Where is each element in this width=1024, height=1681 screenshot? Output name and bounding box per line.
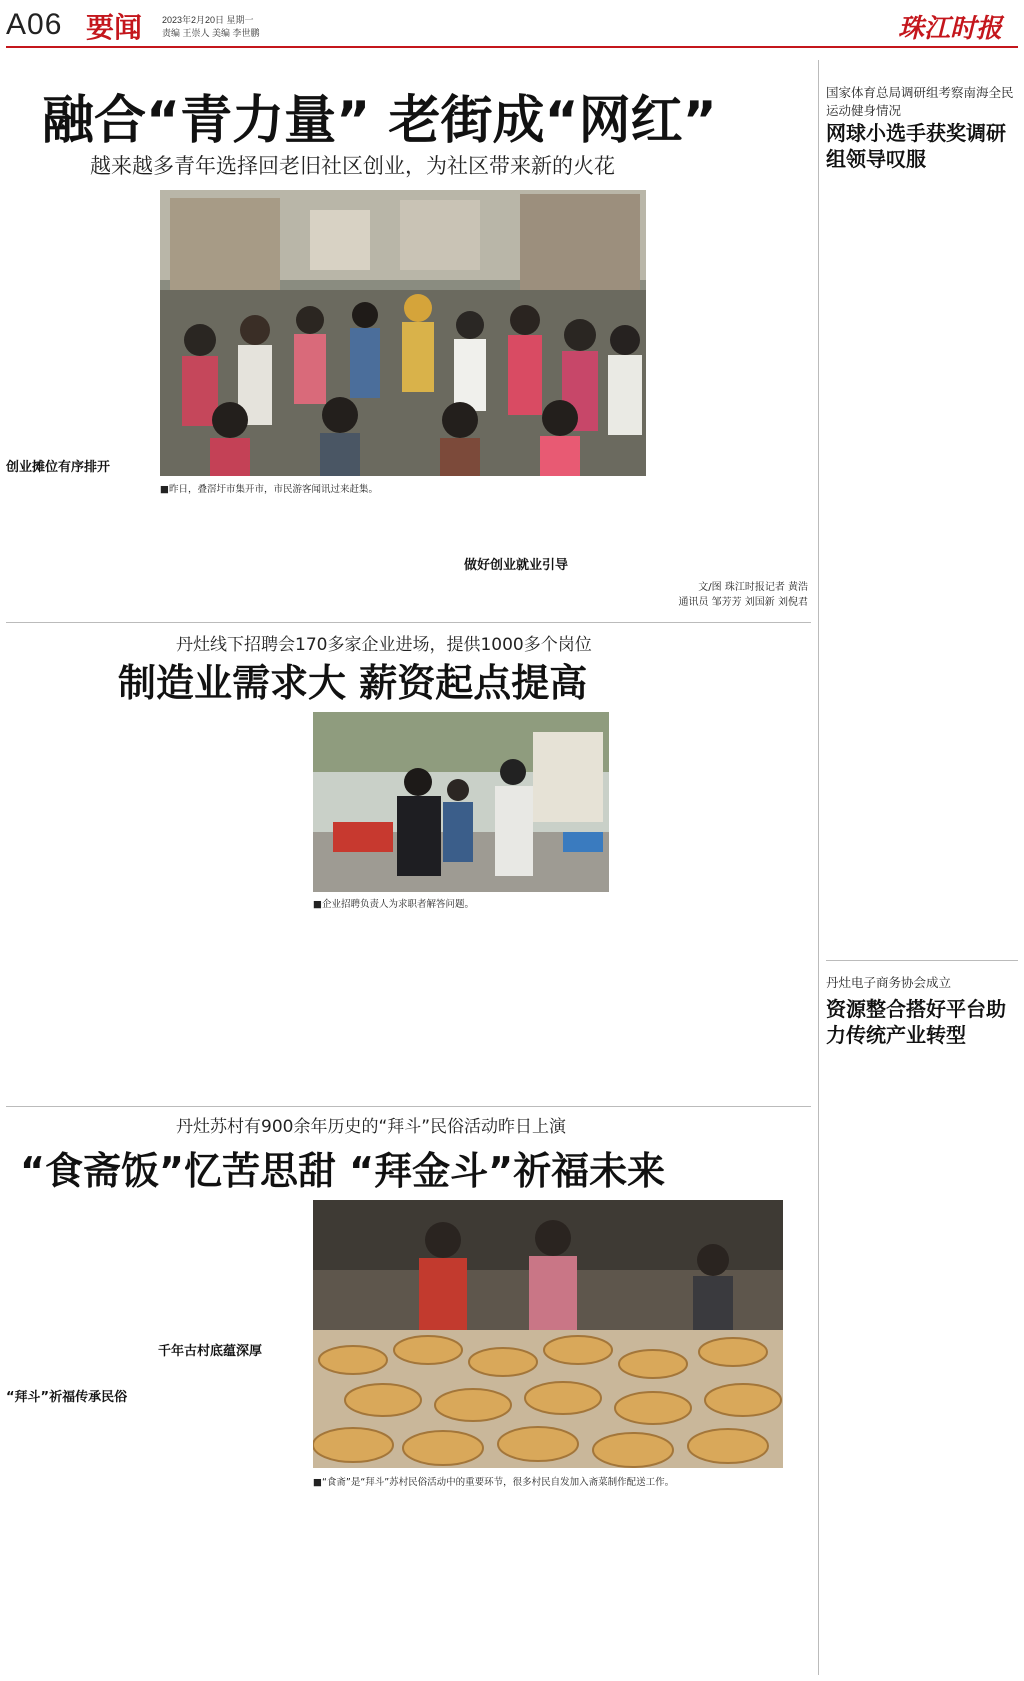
side2-kicker: 丹灶电子商务协会成立 — [826, 975, 952, 990]
story3-headline: “食斋饭”忆苦思甜 “拜金斗”祈福未来 — [20, 1149, 666, 1193]
page-number: A06 — [6, 8, 63, 41]
story3-bottom-col-c — [612, 1494, 752, 1678]
story2-headline: 制造业需求大 薪资起点提高 — [118, 661, 588, 705]
story3-column-2-continued — [158, 1360, 298, 1678]
issue-date: 2023年2月20日 星期一 — [162, 15, 254, 25]
story3-column-1 — [6, 1200, 148, 1376]
story1-column-1-lead — [6, 190, 151, 448]
story2-column-1 — [6, 712, 148, 1092]
story1-below-photo-col-d — [464, 574, 602, 610]
story3-bottom-col-b — [462, 1494, 602, 1678]
market-crowd-photo — [160, 190, 646, 476]
story1-subhead-2: 做好创业就业引导 — [464, 558, 569, 573]
story1-column-1-continued — [6, 476, 151, 610]
story1-subheadline: 越来越多青年选择回老旧社区创业，为社区带来新的火花 — [90, 154, 615, 178]
food-preparation-illustration — [313, 1200, 783, 1468]
editor-line: 责编 王崇人 美编 李世鹏 — [162, 28, 260, 38]
story2-column-2 — [158, 712, 306, 1092]
divider-2 — [6, 1106, 811, 1107]
story1-subhead-1: 创业摊位有序排开 — [6, 460, 111, 475]
newspaper-logo: 珠江时报 — [897, 14, 1002, 44]
story2-kicker: 丹灶线下招聘会170多家企业进场，提供1000多个岗位 — [176, 635, 592, 655]
story1-credits — [656, 580, 808, 610]
divider-1 — [6, 622, 811, 623]
story1-right-column — [656, 190, 808, 570]
masthead-rule — [6, 46, 1018, 48]
market-photo-caption: ■昨日，叠滘圩市集开市，市民游客闻讯过来赶集。 — [160, 484, 378, 495]
story1-credit-line-1: 文/图 珠江时报记者 黄浩 — [698, 582, 808, 593]
job-fair-photo — [313, 712, 609, 892]
food-photo-caption: ■“食斋”是“拜斗”苏村民俗活动中的重要环节，很多村民自发加入斋菜制作配送工作。 — [313, 1477, 675, 1488]
job-fair-photo-caption: ■企业招聘负责人为求职者解答问题。 — [313, 899, 474, 910]
story3-column-1-continued — [6, 1406, 148, 1678]
story3-subhead-2: 千年古村底蕴深厚 — [158, 1344, 263, 1359]
job-fair-illustration — [313, 712, 609, 892]
side1-headline: 网球小选手获奖调研组领导叹服 — [826, 121, 1006, 171]
side2-body — [826, 1052, 1018, 1678]
story3-kicker: 丹灶苏村有900余年历史的“拜斗”民俗活动昨日上演 — [176, 1117, 567, 1137]
story3-bottom-col-a — [313, 1494, 453, 1678]
story1-headline: 融合“青力量” 老街成“网红” — [42, 91, 717, 151]
story3-subhead-1: “拜斗”祈福传承民俗 — [6, 1390, 128, 1405]
story2-right-column — [618, 712, 808, 1092]
food-preparation-photo — [313, 1200, 783, 1468]
side2-headline: 资源整合搭好平台助力传统产业转型 — [826, 997, 1006, 1047]
story2-under-photo-a — [313, 914, 457, 1092]
story1-below-photo-col-a — [160, 500, 300, 610]
right-column-rule — [818, 60, 819, 1675]
market-crowd-illustration — [160, 190, 646, 476]
story1-below-photo-col-b — [306, 500, 450, 610]
story1-below-photo-col-c — [464, 500, 602, 546]
issue-info — [162, 14, 260, 40]
story2-under-photo-b — [465, 914, 609, 1092]
side1-body — [826, 176, 1018, 956]
side1-kicker: 国家体育总局调研组考察南海全民运动健身情况 — [826, 85, 1014, 118]
story3-column-2 — [158, 1200, 298, 1328]
story3-bottom-col-d — [758, 1476, 808, 1678]
section-name: 要闻 — [86, 11, 143, 44]
story1-credit-line-2: 通讯员 邹芳芳 刘国新 刘倪君 — [678, 597, 808, 608]
side-divider — [826, 960, 1018, 961]
